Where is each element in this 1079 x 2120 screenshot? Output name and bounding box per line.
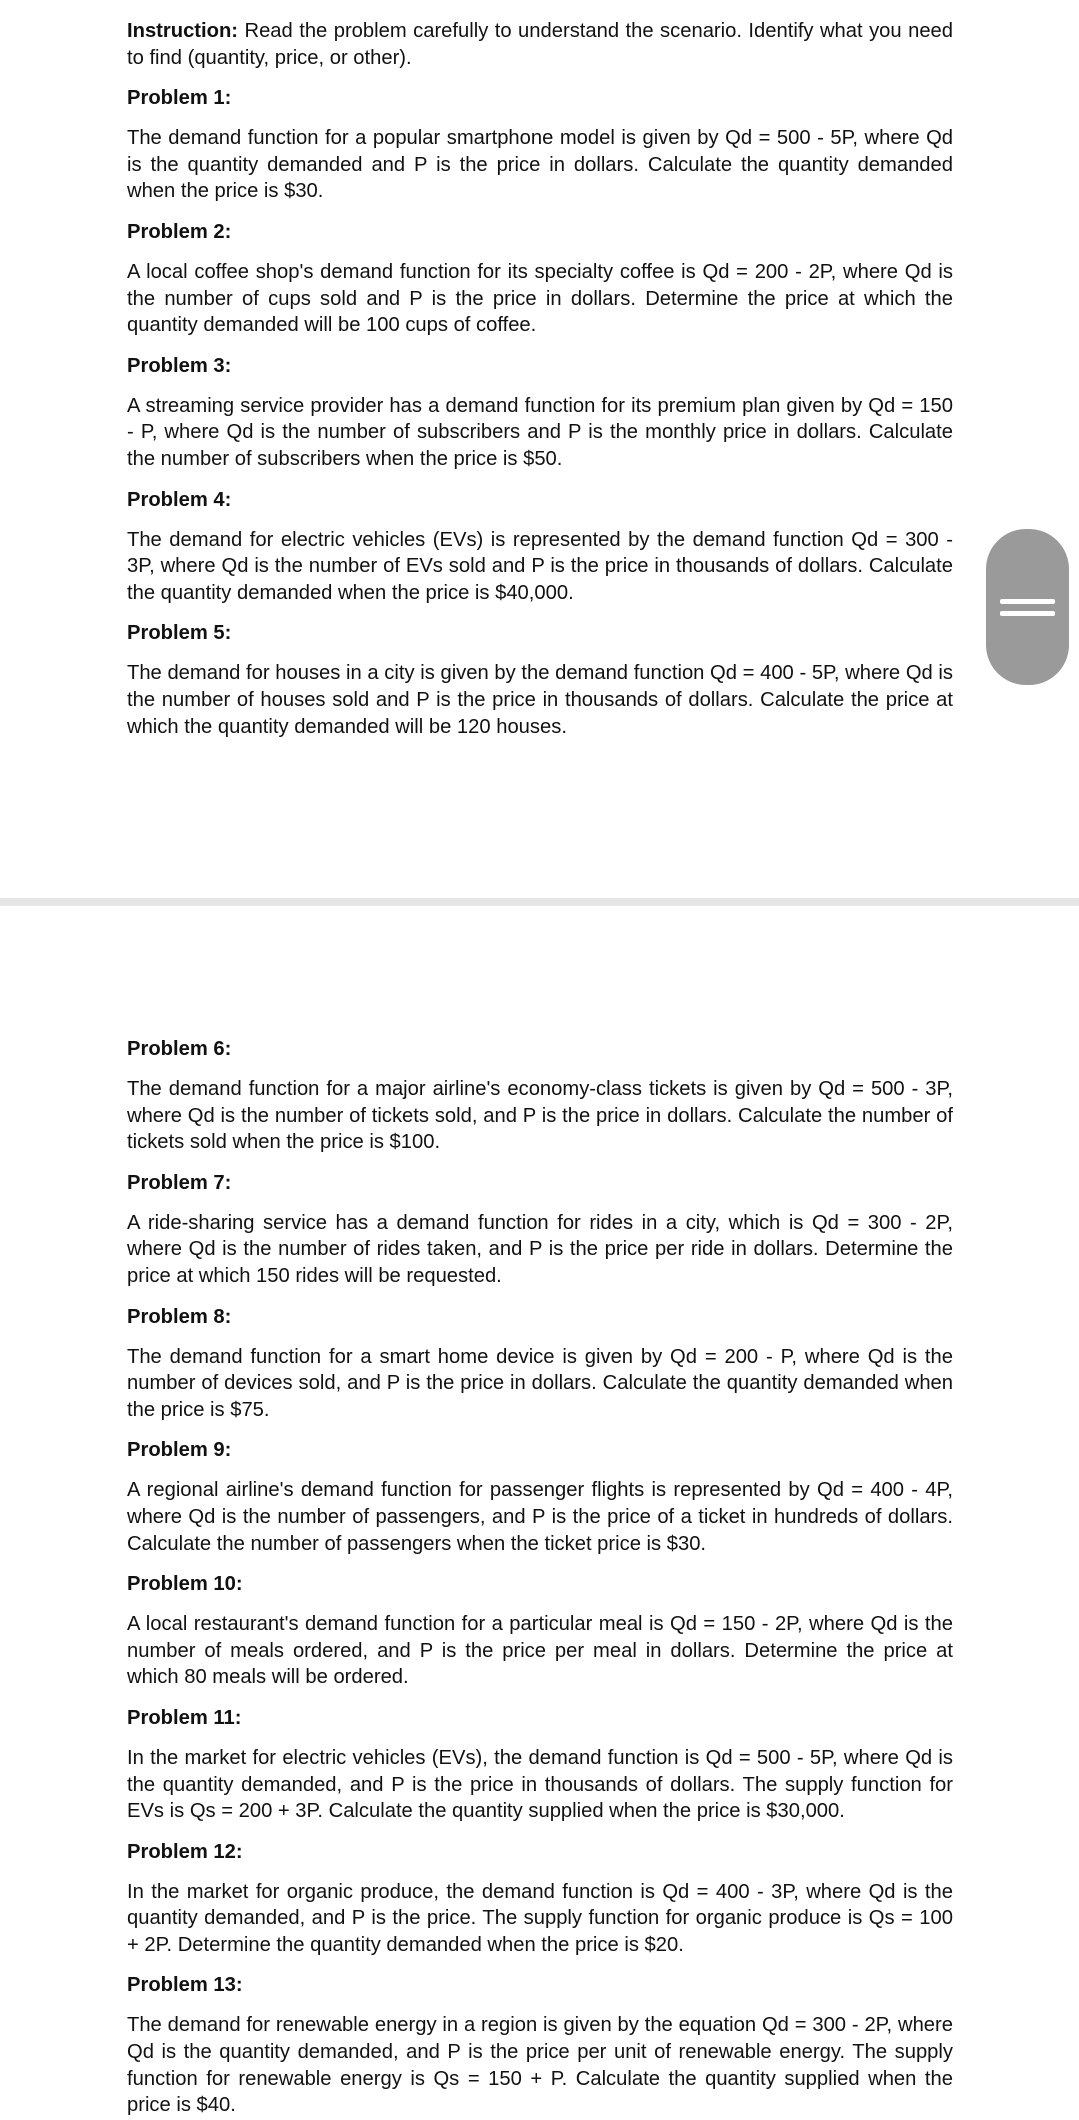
grip-line-bottom (1000, 611, 1055, 616)
problem-3 (127, 353, 953, 473)
problem-12 (127, 1839, 953, 1959)
instruction-text: Read the problem carefully to understand the scenario. Identify what you need to find (quantity, price, or other). (127, 20, 953, 69)
problem-7 (127, 1170, 953, 1290)
problem-3-text: A streaming service provider has a demand function for its premium plan given by Qd = 150 - P, where Qd is the number of subscribers and P is the monthly price in dollars. Calculate the number of subscribers when the price is $50. (127, 394, 953, 470)
problem-10-title: Problem 10: (127, 1573, 243, 1596)
problem-8-title: Problem 8: (127, 1305, 232, 1328)
problem-5 (127, 620, 953, 740)
problem-2 (127, 219, 953, 339)
grip-line-top (1000, 599, 1055, 604)
problem-9-title: Problem 9: (127, 1439, 232, 1462)
problem-4-text: The demand for electric vehicles (EVs) is represented by the demand function Qd = 300 - 3P, where Qd is the number of EVs sold and P is the price in thousands of dollars. Calculate the quantity demanded when the price is $40,000. (127, 528, 953, 604)
problem-7-title: Problem 7: (127, 1171, 232, 1194)
problem-8-text: The demand function for a smart home device is given by Qd = 200 - P, where Qd is the number of devices sold, and P is the price in dollars. Calculate the quantity demanded when the price is $75. (127, 1345, 953, 1421)
problem-5-title: Problem 5: (127, 622, 232, 645)
page-separator (0, 898, 1079, 906)
fast-scroll-handle[interactable] (986, 529, 1069, 685)
problem-1-title: Problem 1: (127, 87, 232, 110)
problem-11 (127, 1705, 953, 1825)
problem-1 (127, 85, 953, 205)
problem-6 (127, 1036, 953, 1156)
problem-9-text: A regional airline's demand function for passenger flights is represented by Qd = 400 - 4P, where Qd is the number of passengers, and P is the price of a ticket in hundreds of dollars. Calculate the number of passengers when the ticket price is $30. (127, 1479, 953, 1555)
page-1-content (127, 18, 953, 754)
problem-9 (127, 1437, 953, 1557)
problem-13 (127, 1972, 953, 2118)
document-page-1 (0, 0, 1079, 898)
problem-5-text: The demand for houses in a city is given by the demand function Qd = 400 - 5P, where Qd is the number of houses sold and P is the price in thousands of dollars. Calculate the price at which the quantity demanded will be 120 houses. (127, 662, 953, 738)
problem-7-text: A ride-sharing service has a demand function for rides in a city, which is Qd = 300 - 2P, where Qd is the number of rides taken, and P is the price per ride in dollars. Determine the price at which 150 rides will be requested. (127, 1211, 953, 1287)
problem-1-text: The demand function for a popular smartphone model is given by Qd = 500 - 5P, where Qd is the quantity demanded and P is the price in dollars. Calculate the quantity demanded when the price is $30. (127, 127, 953, 203)
problem-13-title: Problem 13: (127, 1974, 243, 1997)
problem-2-text: A local coffee shop's demand function for its specialty coffee is Qd = 200 - 2P, where Qd is the number of cups sold and P is the price in dollars. Determine the price at which the quantity demanded will be 100 cups of coffee. (127, 260, 953, 337)
problem-6-title: Problem 6: (127, 1038, 232, 1060)
problem-11-title: Problem 11: (127, 1706, 242, 1729)
instruction-label: Instruction: (127, 20, 239, 42)
problem-3-title: Problem 3: (127, 354, 232, 377)
problem-10-text: A local restaurant's demand function for a particular meal is Qd = 150 - 2P, where Qd is the number of meals ordered, and P is the price per meal in dollars. Determine the price at which 80 meals will be ordered. (127, 1613, 953, 1689)
problem-12-text: In the market for organic produce, the demand function is Qd = 400 - 3P, where Qd is the quantity demanded, and P is the price. The supply function for organic produce is Qs = 100 + 2P. Determine the quantity demanded when the price is $20. (127, 1880, 953, 1956)
instruction-paragraph (127, 18, 953, 71)
page-2-content (127, 1036, 953, 2120)
problem-13-text: The demand for renewable energy in a region is given by the equation Qd = 300 - 2P, where Qd is the quantity demanded, and P is the price per unit of renewable energy. The supply function for renewable energy is Qs = 150 + P. Calculate the quantity supplied when the price is $40. (127, 2014, 953, 2117)
problem-4-title: Problem 4: (127, 488, 232, 511)
problem-6-text: The demand function for a major airline's economy-class tickets is given by Qd = 500 - 3P, where Qd is the number of tickets sold, and P is the price in dollars. Calculate the number of tickets sold when the price is $100. (127, 1078, 953, 1154)
problem-12-title: Problem 12: (127, 1840, 243, 1863)
problem-2-title: Problem 2: (127, 220, 232, 243)
problem-11-text: In the market for electric vehicles (EVs), the demand function is Qd = 500 - 5P, where Qd is the quantity demanded, and P is the price in thousands of dollars. The supply function for EVs is Qs = 200 + 3P. Calculate the quantity supplied when the price is $30,000. (127, 1746, 953, 1823)
problem-4 (127, 487, 953, 607)
document-page-2 (0, 906, 1079, 2120)
problem-8 (127, 1304, 953, 1424)
problem-10 (127, 1571, 953, 1691)
